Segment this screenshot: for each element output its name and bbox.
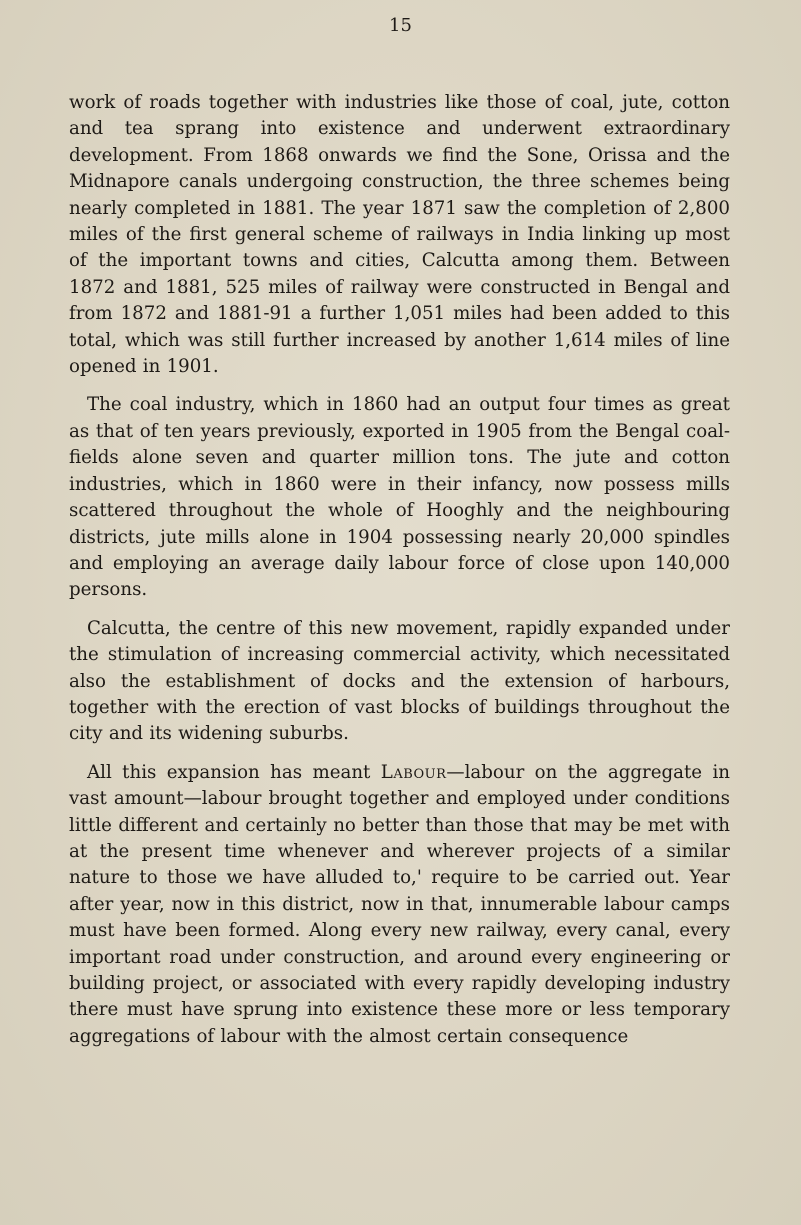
labour-text-after: —labour on the aggregate in vast amount—labour brought together and employed under conditions little different and certainly no better than those that may be met with at the present time whenever and wherever projects of a similar nature to those we have alluded to,' require to be carried out. Year after year, now in this district, now in that, innumerable labour camps must have been formed. Along every new railway, every canal, every important road under construction, and around every engineering or building project, or associated with every rapidly developing industry there must have sprung into existence these more or less temporary aggregations of labour with the almost certain consequence [69,761,730,1047]
paragraph-railways-canals: work of roads together with industries like those of coal, jute, cotton and tea sprang into existence and underwent extraordinary development. From 1868 onwards we find the Sone, Orissa and the Midnapore canals undergoing construction, the three schemes being nearly completed in 1881. The year 1871 saw the completion of 2,800 miles of the first general scheme of railways in India linking up most of the important towns and cities, Calcutta among them. Between 1872 and 1881, 525 miles of railway were constructed in Bengal and from 1872 and 1881-91 a further 1,051 miles had been added to this total, which was still further increased by another 1,614 miles of line opened in 1901. [69,92,730,378]
paragraph-coal-jute-industry: The coal industry, which in 1860 had an output four times as great as that of ten years previously, exported in 1905 from the Bengal coal-fields alone seven and quarter million tons. The jute and cotton industries, which in 1860 were in their infancy, now possess mills scattered throughout the whole of Hooghly and the neighbouring districts, jute mills alone in 1904 possessing nearly 20,000 spindles and employing an average daily labour force of close upon 140,000 persons. [69,394,730,601]
page-number: 15 [389,15,412,36]
labour-text-before: All this expansion has meant [87,761,381,783]
body-text [69,90,730,1062]
labour-heading-word: Labour [380,761,447,783]
paragraph-calcutta-expansion: Calcutta, the centre of this new movement, rapidly expanded under the stimulation of increasing commercial activity, which necessitated also the establishment of docks and the extension of harbours, together with the erection of vast blocks of buildings throughout the city and its widening suburbs. [69,617,730,745]
paragraph-labour [69,760,730,1050]
